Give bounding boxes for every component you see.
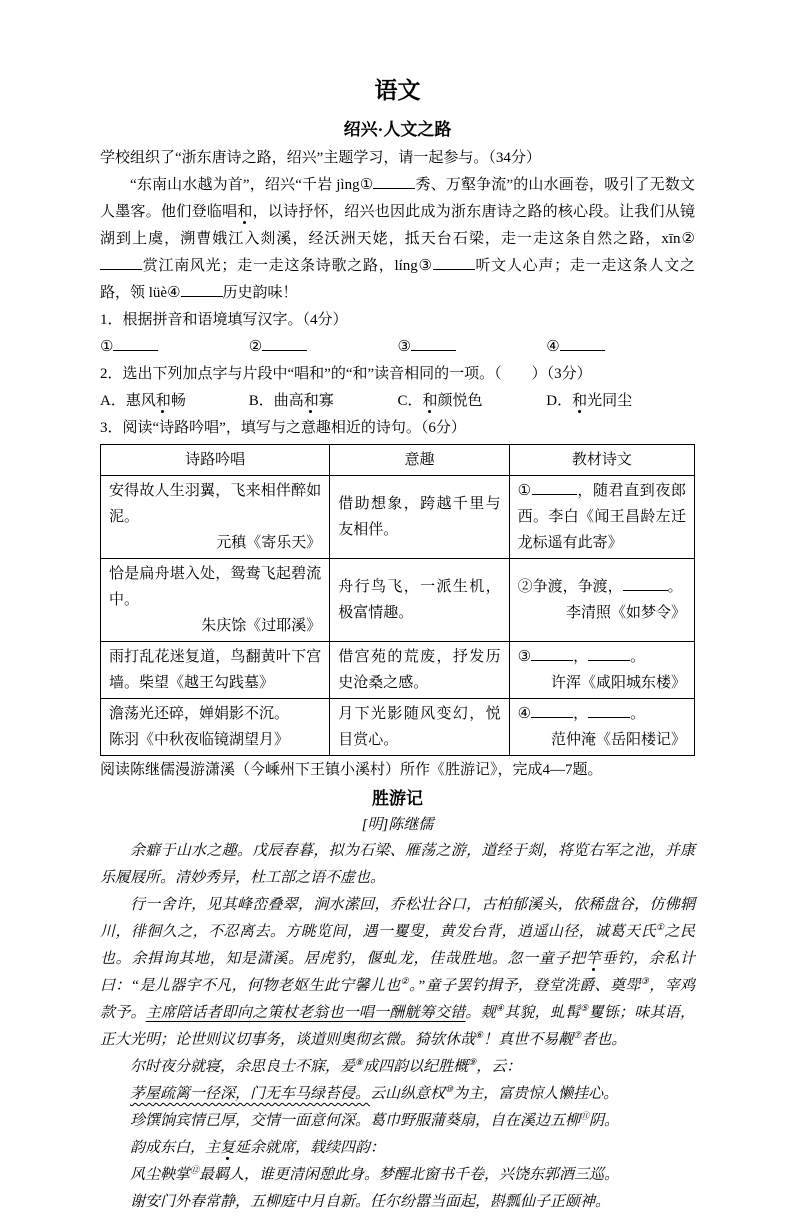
q2-option-b: B．曲高和寡 <box>248 393 334 409</box>
table-row <box>101 699 695 756</box>
q2-option-d: D．和光同尘 <box>546 393 633 409</box>
passage-poem-line: 谢安门外春常静，五柳庭中月自新。任尔纷嚣当面起，斟瓢仙子正颐神。 <box>130 1194 611 1210</box>
question-2-label: 2．选出下列加点字与片段中“唱和”的“和”读音相同的一项。（ ）（3分） <box>100 366 592 382</box>
q1-blank-1: ① <box>100 334 249 361</box>
page-title: 语文 <box>374 78 421 103</box>
poem-cell: 雨打乱花迷复道，鸟翻黄叶下宫墙。柴望《越王勾践墓》 <box>101 642 330 699</box>
passage-poem-line: 风尘鞅掌⑫最羁人，谁更清闲憩此身。梦醒北窗书千卷，兴饶东郭酒三巡。 <box>130 1165 620 1183</box>
table-header-row <box>101 445 695 476</box>
meaning-cell: 舟行鸟飞，一派生机，极富情趣。 <box>330 559 509 642</box>
column-header-meaning: 意趣 <box>330 445 509 476</box>
intro-text: 学校组织了“浙东唐诗之路，绍兴”主题学习，请一起参与。（34分） <box>100 150 541 166</box>
meaning-cell: 借宫苑的荒废，抒发历史沧桑之感。 <box>330 642 509 699</box>
question-1-label: 1．根据拼音和语境填写汉字。（4分） <box>100 312 348 328</box>
q1-blank-2: ② <box>249 334 398 361</box>
lead-paragraph: “东南山水越为首”，绍兴“千岩 jìng① 秀、万壑争流”的山水画卷，吸引了无数文人墨客。他们登临唱和，以诗抒怀，绍兴也因此成为浙东唐诗之路的核心段。让我们从镜湖到上虞，溯曹娥江入剡溪，经沃洲天姥，抵天台石梁，走一走这条自然之路，xīn②赏江南风光；走一走这条诗歌之路，líng③ 听文人心声；走一走这条人文之路，领 lüè④ 历史韵味！ <box>100 172 695 307</box>
textbook-cell: ③ ， 。 许浑《咸阳城东楼》 <box>509 642 694 699</box>
q2-option-c: C．和颜悦色 <box>397 393 483 409</box>
poem-comparison-table <box>100 444 695 756</box>
column-header-textbook: 教材诗文 <box>509 445 694 476</box>
q1-answer-blanks <box>100 334 695 361</box>
passage-paragraph: 尔时夜分就寝，余思良士不寐，爰⑧成四韵以纪胜概⑨，云： <box>130 1057 522 1075</box>
passage-author: [明]陈继儒 <box>361 817 434 833</box>
table-row <box>101 559 695 642</box>
poem-cell: 恰是扁舟堪入处，鸳鸯飞起碧流中。 朱庆馀《过耶溪》 <box>101 559 330 642</box>
q2-option-a: A．惠风和畅 <box>100 393 186 409</box>
table-row <box>101 642 695 699</box>
reading-intro: 阅读陈继儒漫游潇溪（今嵊州下王镇小溪村）所作《胜游记》，完成4—7题。 <box>100 762 603 778</box>
meaning-cell: 借助想象，跨越千里与友相伴。 <box>330 476 509 559</box>
passage-title: 胜游记 <box>372 789 423 808</box>
textbook-cell: ②争渡，争渡， 。 李清照《如梦令》 <box>509 559 694 642</box>
section-title: 绍兴·人文之路 <box>343 120 452 139</box>
passage-poem-line: 珍馔饷宾情已厚，交情一面意何深。葛巾野服蒲葵扇，自在溪边五柳⑪阴。 <box>130 1111 620 1129</box>
textbook-cell: ① ，随君直到夜郎西。李白《闻王昌龄左迁龙标遥有此寄》 <box>509 476 694 559</box>
q1-blank-4: ④ <box>546 334 695 361</box>
textbook-cell: ④ ， 。 范仲淹《岳阳楼记》 <box>509 699 694 756</box>
passage-poem-line: 茅屋疏篱一径深，门无车马绿苔侵。云山纵意权⑩为主，富贵惊人懒挂心。 <box>130 1084 619 1102</box>
poem-cell: 澹荡光还碎，婵娟影不沉。 陈羽《中秋夜临镜湖望月》 <box>101 699 330 756</box>
meaning-cell: 月下光影随风变幻，悦目赏心。 <box>330 699 509 756</box>
question-3-label: 3．阅读“诗路吟唱”，填写与之意趣相近的诗句。（6分） <box>100 420 466 436</box>
passage-paragraph: 余癖于山水之趣。戊辰春暮，拟为石梁、雁荡之游，道经于剡，将览右军之池，并康乐履屐所。清妙秀异，杜工部之语不虚也。 <box>100 843 695 886</box>
poem-cell: 安得故人生羽翼，飞来相伴醉如泥。 元稹《寄乐天》 <box>101 476 330 559</box>
q2-options <box>100 388 695 415</box>
q1-blank-3: ③ <box>398 334 547 361</box>
passage-paragraph: 行一舍许，见其峰峦叠翠，涧水潆回，乔松壮谷口，古柏郁溪头，依稀盘谷，仿佛辋川，徘徊久之，不忍离去。方眺览间，遇一矍叟，黄发台背，逍遥山径，诚葛天氏①之民也。余揖询其地，知是潇溪。居虎豹，偃虬龙，佳哉胜地。忽一童子把竿垂钓，余私计曰：“是儿器宇不凡，何物老妪生此宁馨儿也②。”童子罢钓揖予，登堂洗爵、奠斝③，宰鸡款予。主席陪话者即向之策杖老翁也一唱一酬觥筹交错。觌④其貌，虬髯⑤矍铄；味其语，正大光明；论世则议切事务，谈道则奥彻玄微。猗欤休哉⑥！真世不易觏⑦者也。 <box>100 897 695 1048</box>
passage-poem-line: 韵成东白，主复延余就席，载续四韵： <box>130 1140 386 1156</box>
table-row <box>101 476 695 559</box>
column-header-poem: 诗路吟唱 <box>101 445 330 476</box>
